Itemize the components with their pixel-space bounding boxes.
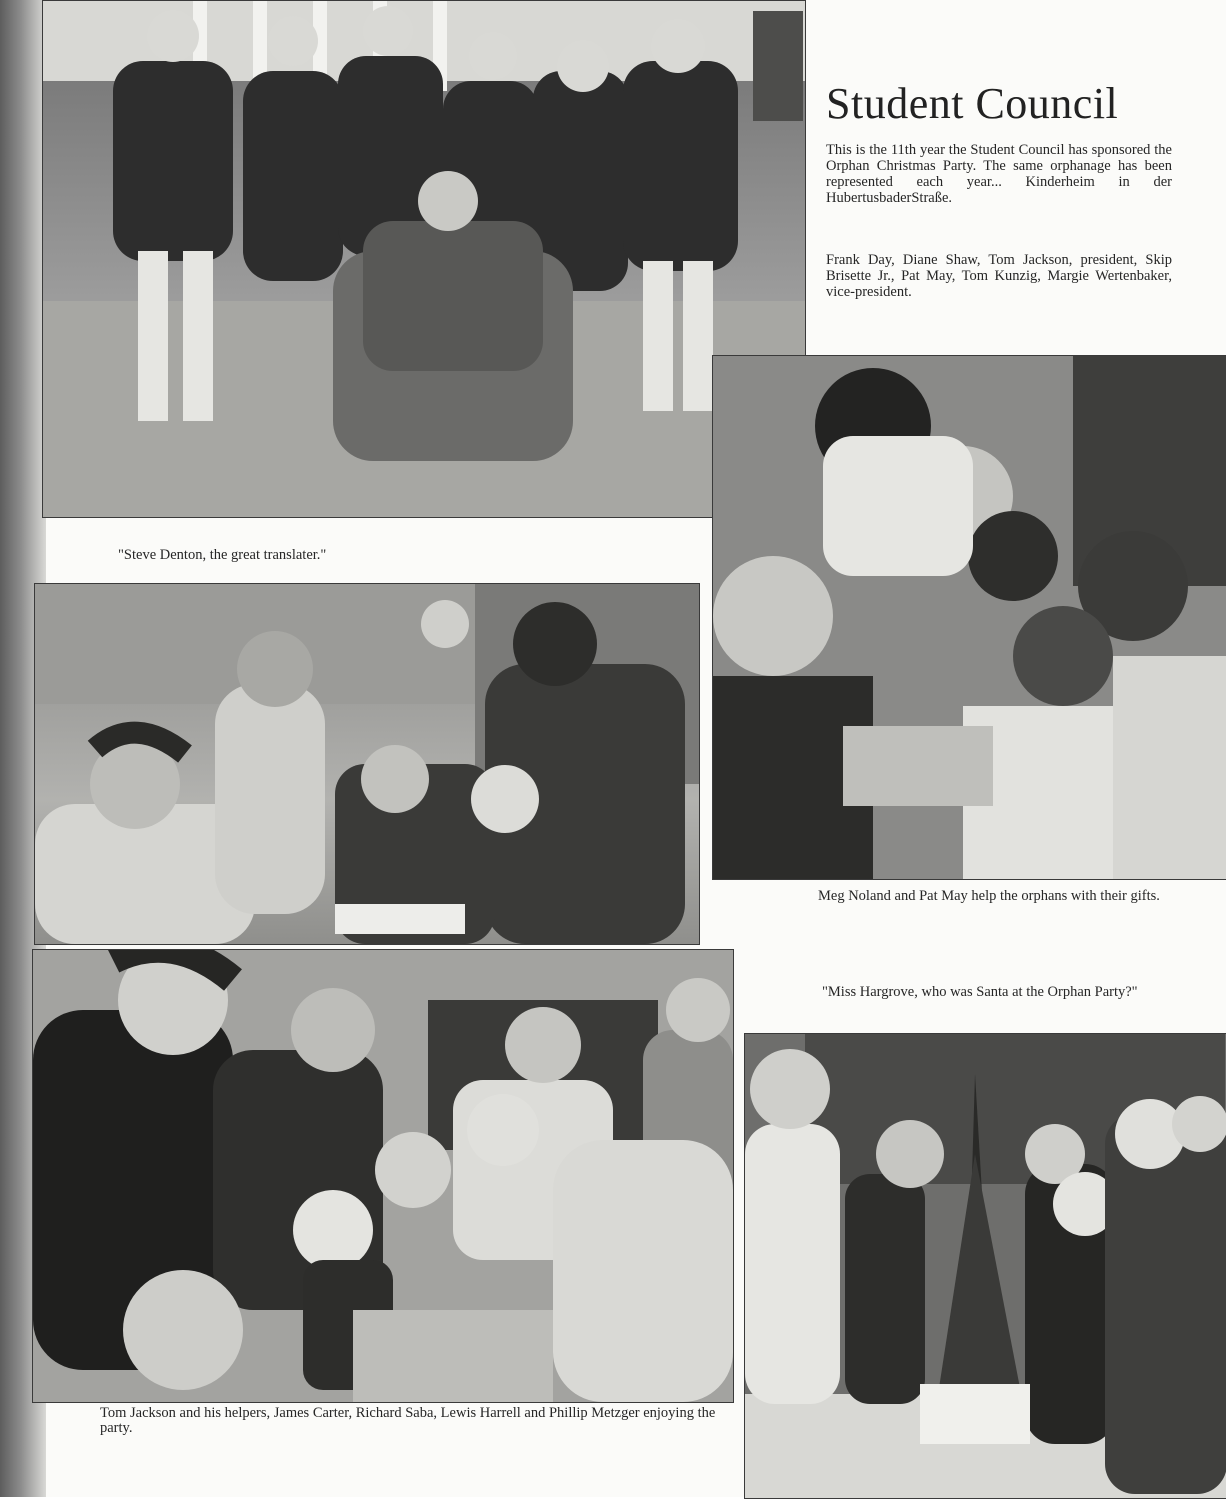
gifts-photo bbox=[712, 355, 1226, 880]
council-names-paragraph: Frank Day, Diane Shaw, Tom Jackson, president, Skip Brisette Jr., Pat May, Tom Kunzig, Margie Wertenbaker, vice-president. bbox=[826, 252, 1172, 300]
translater-photo bbox=[34, 583, 700, 945]
page-title: Student Council bbox=[826, 79, 1119, 128]
intro-paragraph: This is the 11th year the Student Council has sponsored the Orphan Christmas Party. The same orphanage has been represented each year... Kinderheim in der HubertusbaderStraße. bbox=[826, 142, 1172, 206]
translater-caption: "Steve Denton, the great translater." bbox=[118, 547, 327, 563]
santa-photo bbox=[744, 1033, 1226, 1499]
student-council-group-photo bbox=[42, 0, 806, 518]
gifts-caption: Meg Noland and Pat May help the orphans with their gifts. bbox=[818, 888, 1160, 904]
helpers-caption: Tom Jackson and his helpers, James Carter, Richard Saba, Lewis Harrell and Phillip Metzger enjoying the party. bbox=[100, 1405, 716, 1436]
helpers-photo bbox=[32, 949, 734, 1403]
santa-caption: "Miss Hargrove, who was Santa at the Orphan Party?" bbox=[822, 984, 1138, 1000]
